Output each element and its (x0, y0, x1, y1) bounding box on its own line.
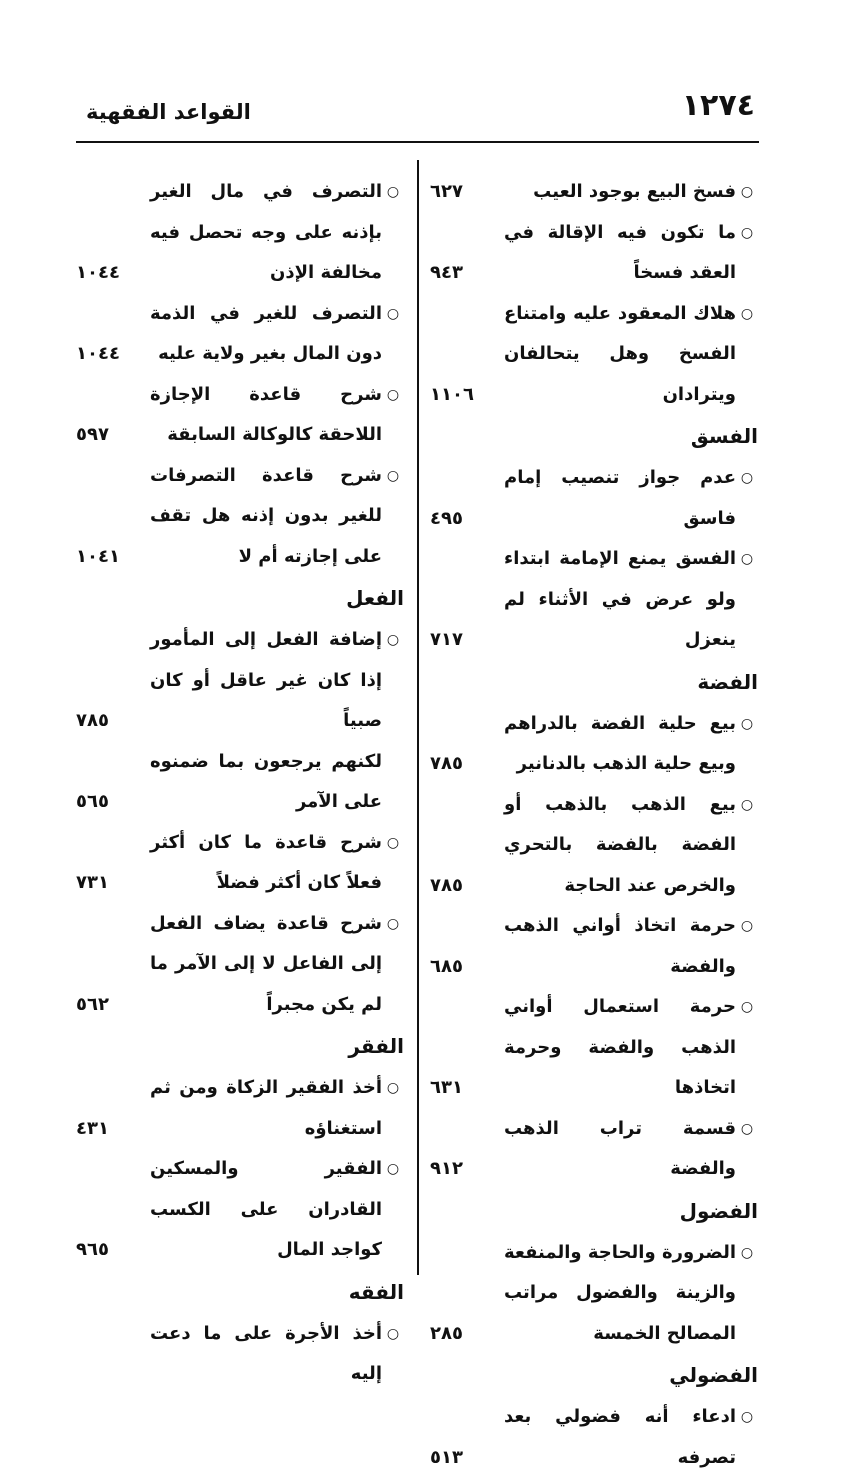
header-rule (76, 141, 759, 143)
index-entry (430, 1233, 758, 1355)
entry-page-number: ٧٨٥ (430, 866, 504, 907)
entry-text: حرمة استعمال أواني الذهب والفضة وحرمة اتخاذها (504, 987, 736, 1109)
circle-bullet-icon: ○ (736, 906, 758, 987)
entry-text: بيع الذهب بالذهب أو الفضة بالفضة بالتحري والخرص عند الحاجة (504, 785, 736, 907)
entry-text: التصرف في مال الغير بإذنه على وجه تحصل فيه مخالفة الإذن (150, 172, 382, 294)
entry-text: شرح قاعدة الإجازة اللاحقة كالوكالة السابقة (150, 375, 382, 456)
entry-page-number: ٩٦٥ (76, 1230, 150, 1271)
running-title: القواعد الفقهية (86, 100, 251, 124)
section-heading: الفعل (76, 577, 404, 620)
index-entry (430, 294, 758, 416)
entry-page-number: ٩١٢ (430, 1149, 504, 1190)
entry-text: شرح قاعدة ما كان أكثر فعلاً كان أكثر فضلاً (150, 823, 382, 904)
index-entry (76, 742, 404, 823)
entry-page-number: ٤٣١ (76, 1109, 150, 1150)
circle-bullet-icon: ○ (382, 1314, 404, 1395)
entry-page-number: ٥١٣ (430, 1438, 504, 1478)
page-number: ١٢٧٤ (682, 88, 755, 123)
circle-bullet-icon: ○ (382, 172, 404, 294)
section-heading: الفسق (430, 415, 758, 458)
circle-bullet-icon: ○ (736, 987, 758, 1109)
entry-page-number: ٧١٧ (430, 620, 504, 661)
entry-page-number: ٥٦٥ (76, 782, 150, 823)
entry-text: لكنهم يرجعون بما ضمنوه على الآمر (150, 742, 382, 823)
index-entry (430, 213, 758, 294)
circle-bullet-icon: ○ (382, 1149, 404, 1271)
entry-text: ما تكون فيه الإقالة في العقد فسخاً (504, 213, 736, 294)
entry-text: ادعاء أنه فضولي بعد تصرفه (504, 1397, 736, 1478)
circle-bullet-icon: ○ (382, 904, 404, 1026)
column-divider (417, 160, 419, 1275)
entry-page-number: ٥٩٧ (76, 415, 150, 456)
circle-bullet-icon: ○ (736, 458, 758, 539)
section-heading: الفضة (430, 661, 758, 704)
entry-text: شرح قاعدة التصرفات للغير بدون إذنه هل تقف على إجازته أم لا (150, 456, 382, 578)
entry-page-number: ١١٠٦ (430, 375, 504, 416)
index-entry (76, 1068, 404, 1149)
circle-bullet-icon: ○ (736, 1233, 758, 1355)
section-heading: الفضولي (430, 1354, 758, 1397)
circle-bullet-icon: ○ (736, 1397, 758, 1478)
entry-text: عدم جواز تنصيب إمام فاسق (504, 458, 736, 539)
entry-page-number: ٤٩٥ (430, 499, 504, 540)
index-entry (430, 1109, 758, 1190)
entry-text: بيع حلية الفضة بالدراهم وبيع حلية الذهب بالدنانير (504, 704, 736, 785)
circle-bullet-icon: ○ (736, 785, 758, 907)
entry-page-number: ٧٨٥ (76, 701, 150, 742)
entry-page-number: ٥٦٢ (76, 985, 150, 1026)
entry-text: شرح قاعدة يضاف الفعل إلى الفاعل لا إلى الآمر ما لم يكن مجبراً (150, 904, 382, 1026)
index-entry (430, 458, 758, 539)
circle-bullet-icon: ○ (736, 294, 758, 416)
index-entry (76, 294, 404, 375)
entry-page-number: ٢٨٥ (430, 1314, 504, 1355)
right-column (430, 172, 758, 1478)
circle-bullet-icon: ○ (736, 539, 758, 661)
circle-bullet-icon: ○ (736, 213, 758, 294)
index-entry (430, 987, 758, 1109)
entry-page-number: ١٠٤٤ (76, 253, 150, 294)
circle-bullet-icon: ○ (382, 375, 404, 456)
entry-text: أخذ الأجرة على ما دعت إليه (150, 1314, 382, 1395)
index-entry (430, 539, 758, 661)
circle-bullet-icon: ○ (736, 704, 758, 785)
entry-page-number: ٦٣١ (430, 1068, 504, 1109)
entry-page-number: ٧٨٥ (430, 744, 504, 785)
entry-page-number: ١٠٤٤ (76, 334, 150, 375)
index-entry (430, 172, 758, 213)
entry-page-number: ٩٤٣ (430, 253, 504, 294)
index-entry (76, 375, 404, 456)
entry-page-number: ٦٢٧ (430, 172, 504, 213)
entry-text: قسمة تراب الذهب والفضة (504, 1109, 736, 1190)
entry-text: حرمة اتخاذ أواني الذهب والفضة (504, 906, 736, 987)
entry-text: الفقير والمسكين القادران على الكسب كواجد المال (150, 1149, 382, 1271)
entry-page-number: ٧٣١ (76, 863, 150, 904)
index-entry (76, 1149, 404, 1271)
circle-bullet-icon: ○ (382, 620, 404, 742)
index-entry (76, 172, 404, 294)
circle-bullet-icon: ○ (736, 172, 758, 213)
entry-text: الضرورة والحاجة والمنفعة والزينة والفضول مراتب المصالح الخمسة (504, 1233, 736, 1355)
section-heading: الفقه (76, 1271, 404, 1314)
entry-text: أخذ الفقير الزكاة ومن ثم استغناؤه (150, 1068, 382, 1149)
section-heading: الفضول (430, 1190, 758, 1233)
index-entry (76, 456, 404, 578)
entry-text: التصرف للغير في الذمة دون المال بغير ولاية عليه (150, 294, 382, 375)
entry-page-number: ٦٨٥ (430, 947, 504, 988)
index-entry (76, 904, 404, 1026)
entry-text: الفسق يمنع الإمامة ابتداء ولو عرض في الأثناء لم ينعزل (504, 539, 736, 661)
entry-text: هلاك المعقود عليه وامتناع الفسخ وهل يتحالفان ويترادان (504, 294, 736, 416)
index-entry (76, 1314, 404, 1395)
index-entry (430, 704, 758, 785)
index-entry (430, 906, 758, 987)
entry-text: فسخ البيع بوجود العيب (504, 172, 736, 213)
index-entry (76, 823, 404, 904)
index-entry (76, 620, 404, 742)
entry-text: إضافة الفعل إلى المأمور إذا كان غير عاقل أو كان صبياً (150, 620, 382, 742)
entry-page-number: ١٠٤١ (76, 537, 150, 578)
circle-bullet-icon: ○ (382, 1068, 404, 1149)
circle-bullet-icon: ○ (382, 456, 404, 578)
circle-bullet-icon: ○ (382, 823, 404, 904)
index-entry (430, 1397, 758, 1478)
circle-bullet-icon: ○ (382, 294, 404, 375)
left-column (76, 172, 404, 1395)
circle-bullet-icon (382, 742, 404, 823)
section-heading: الفقر (76, 1025, 404, 1068)
index-entry (430, 785, 758, 907)
circle-bullet-icon: ○ (736, 1109, 758, 1190)
